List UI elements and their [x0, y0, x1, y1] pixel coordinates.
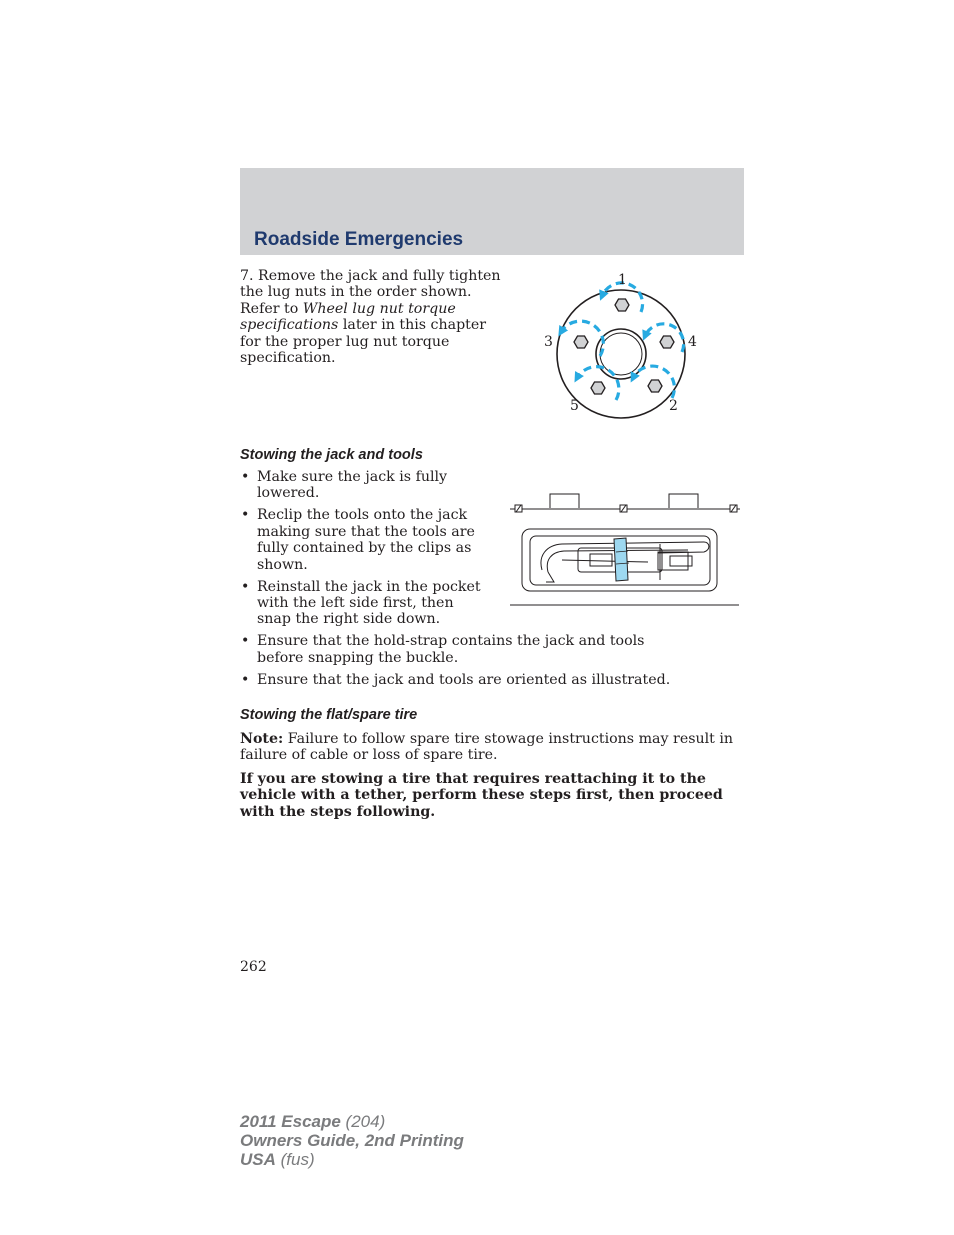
list-item: • Reinstall the jack in the pocket with the left side first, then snap the right side down.	[240, 579, 492, 628]
stowing-jack-heading: Stowing the jack and tools	[240, 447, 423, 463]
lug-nut-1	[615, 299, 629, 311]
list-item: • Ensure that the jack and tools are oriented as illustrated.	[240, 672, 737, 688]
note-label: Note:	[240, 731, 284, 747]
lug-label-4: 4	[688, 334, 697, 350]
section-header-band	[240, 168, 744, 255]
lug-label-5: 5	[570, 398, 579, 414]
step-7-before: 7. Remove the jack and fully tighten the lug nuts in the order shown. Refer to	[240, 268, 501, 317]
footer-market-code: (fus)	[275, 1150, 315, 1169]
lug-label-3: 3	[544, 334, 553, 350]
footer-model-code: (204)	[340, 1112, 386, 1131]
lug-nut-5	[591, 382, 605, 394]
list-item: • Ensure that the hold-strap contains the jack and tools before snapping the buckle.	[240, 633, 657, 666]
footer-market: USA	[240, 1150, 276, 1169]
lug-label-2: 2	[669, 398, 678, 414]
tether-instructions: If you are stowing a tire that requires reattaching it to the vehicle with a tether, perform these steps first, then proceed with the steps following.	[240, 771, 723, 820]
list-item: • Reclip the tools onto the jack making sure that the tools are fully contained by the clips as shown.	[240, 507, 492, 573]
lug-nut-4	[660, 336, 674, 348]
spare-tire-note	[240, 731, 744, 764]
lug-nut-3	[574, 336, 588, 348]
footer-line-guide: Owners Guide, 2nd Printing	[240, 1131, 464, 1150]
stowing-tire-heading: Stowing the flat/spare tire	[240, 707, 418, 723]
lug-nut-2	[648, 380, 662, 392]
footer-line-model	[240, 1112, 464, 1131]
lug-label-1: 1	[618, 272, 627, 288]
list-item: • Make sure the jack is fully lowered.	[240, 469, 492, 502]
document-footer	[240, 1112, 464, 1169]
wheel-hub-center-inner	[600, 333, 642, 375]
page-number: 262	[240, 959, 267, 975]
footer-model: 2011 Escape	[240, 1112, 341, 1131]
lug-nut-order-diagram	[530, 266, 720, 426]
step-7-after: later in this chapter for the proper lug nut torque specification.	[240, 317, 487, 367]
note-text: Failure to follow spare tire stowage instructions may result in failure of cable or loss of spare tire.	[240, 731, 734, 764]
footer-line-market	[240, 1150, 464, 1169]
hold-strap	[614, 538, 628, 581]
step-7-text	[240, 268, 502, 366]
torque-spec-reference: Wheel lug nut torque specifications	[240, 300, 456, 334]
jack-stowage-diagram	[508, 490, 742, 608]
section-title: Roadside Emergencies	[254, 229, 464, 250]
